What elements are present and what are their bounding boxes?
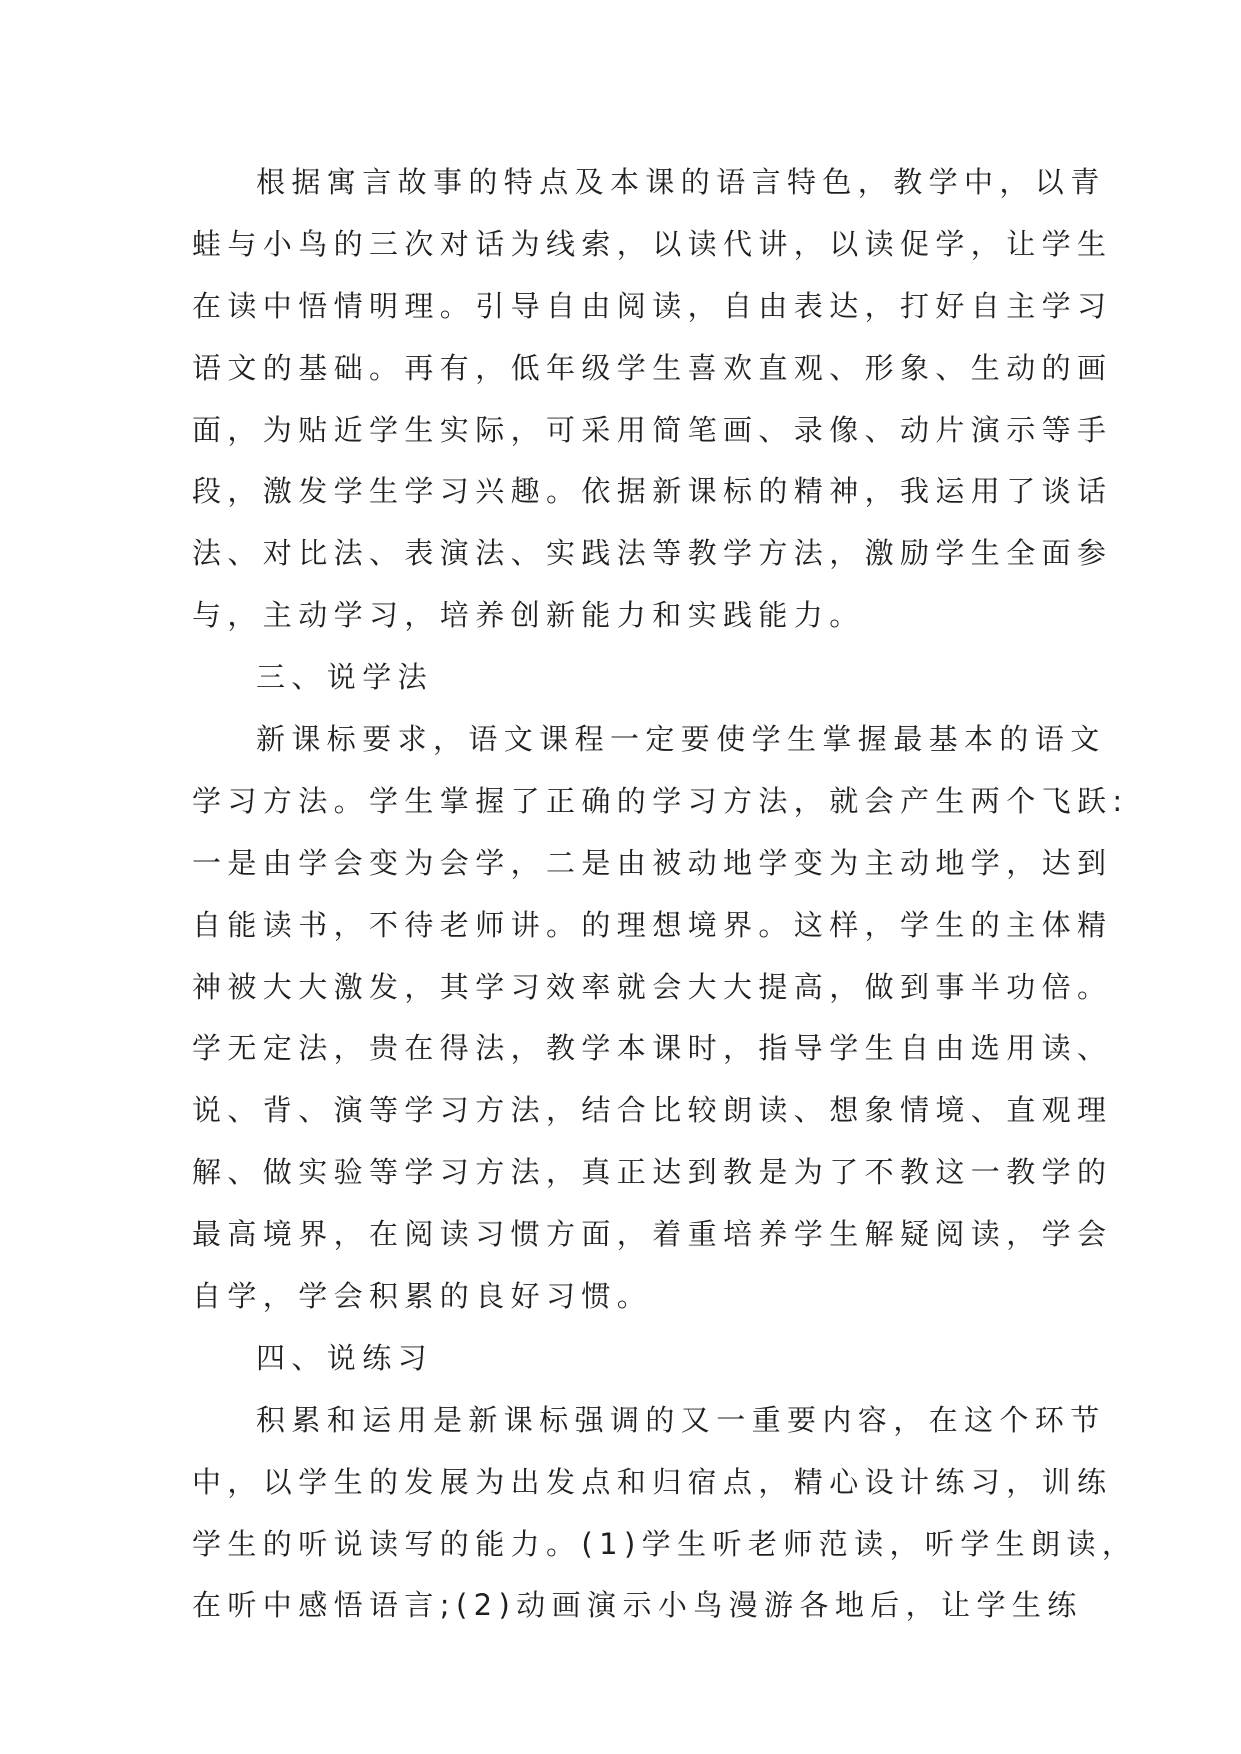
paragraph-line: 与，主动学习，培养创新能力和实践能力。 [192,598,865,633]
paragraph-line: 最高境界，在阅读习惯方面，着重培养学生解疑阅读，学会 [192,1217,1113,1252]
paragraph-line: 面，为贴近学生实际，可采用简笔画、录像、动片演示等手 [192,412,1113,447]
paragraph-line: 神被大大激发，其学习效率就会大大提高，做到事半功倍。 [192,969,1113,1004]
paragraph-line: 蛙与小鸟的三次对话为线索，以读代讲，以读促学，让学生 [192,226,1113,261]
paragraph-line: 自学，学会积累的良好习惯。 [192,1279,653,1314]
paragraph-line: 在读中悟情明理。引导自由阅读，自由表达，打好自主学习 [192,288,1113,323]
paragraph-line: 中，以学生的发展为出发点和归宿点，精心设计练习，训练 [192,1464,1113,1499]
paragraph-line: 新课标要求，语文课程一定要使学生掌握最基本的语文 [256,722,1106,757]
paragraph-line: 自能读书，不待老师讲。的理想境界。这样，学生的主体精 [192,907,1113,942]
paragraph-line: 段，激发学生学习兴趣。依据新课标的精神，我运用了谈话 [192,474,1113,509]
document-body [192,152,1138,1637]
paragraph-line: 积累和运用是新课标强调的又一重要内容，在这个环节 [256,1402,1106,1437]
paragraph-line: 学无定法，贵在得法，教学本课时，指导学生自由选用读、 [192,1031,1113,1066]
paragraph-line: 语文的基础。再有，低年级学生喜欢直观、形象、生动的画 [192,350,1113,385]
paragraph-line: 在听中感悟语言;(2)动画演示小鸟漫游各地后，让学生练 [192,1588,1083,1623]
paragraph-line: 解、做实验等学习方法，真正达到教是为了不教这一教学的 [192,1155,1113,1190]
paragraph-line: 说、背、演等学习方法，结合比较朗读、想象情境、直观理 [192,1093,1113,1128]
paragraph-line: 学生的听说读写的能力。(1)学生听老师范读，听学生朗读， [192,1526,1138,1561]
paragraph-line: 法、对比法、表演法、实践法等教学方法，激励学生全面参 [192,536,1113,571]
paragraph-line: 学习方法。学生掌握了正确的学习方法，就会产生两个飞跃: [192,783,1129,818]
paragraph-line: 一是由学会变为会学，二是由被动地学变为主动地学，达到 [192,845,1113,880]
paragraph-line: 根据寓言故事的特点及本课的语言特色，教学中，以青 [256,165,1106,199]
section-heading: 三、说学法 [256,660,434,695]
section-heading: 四、说练习 [256,1340,434,1375]
